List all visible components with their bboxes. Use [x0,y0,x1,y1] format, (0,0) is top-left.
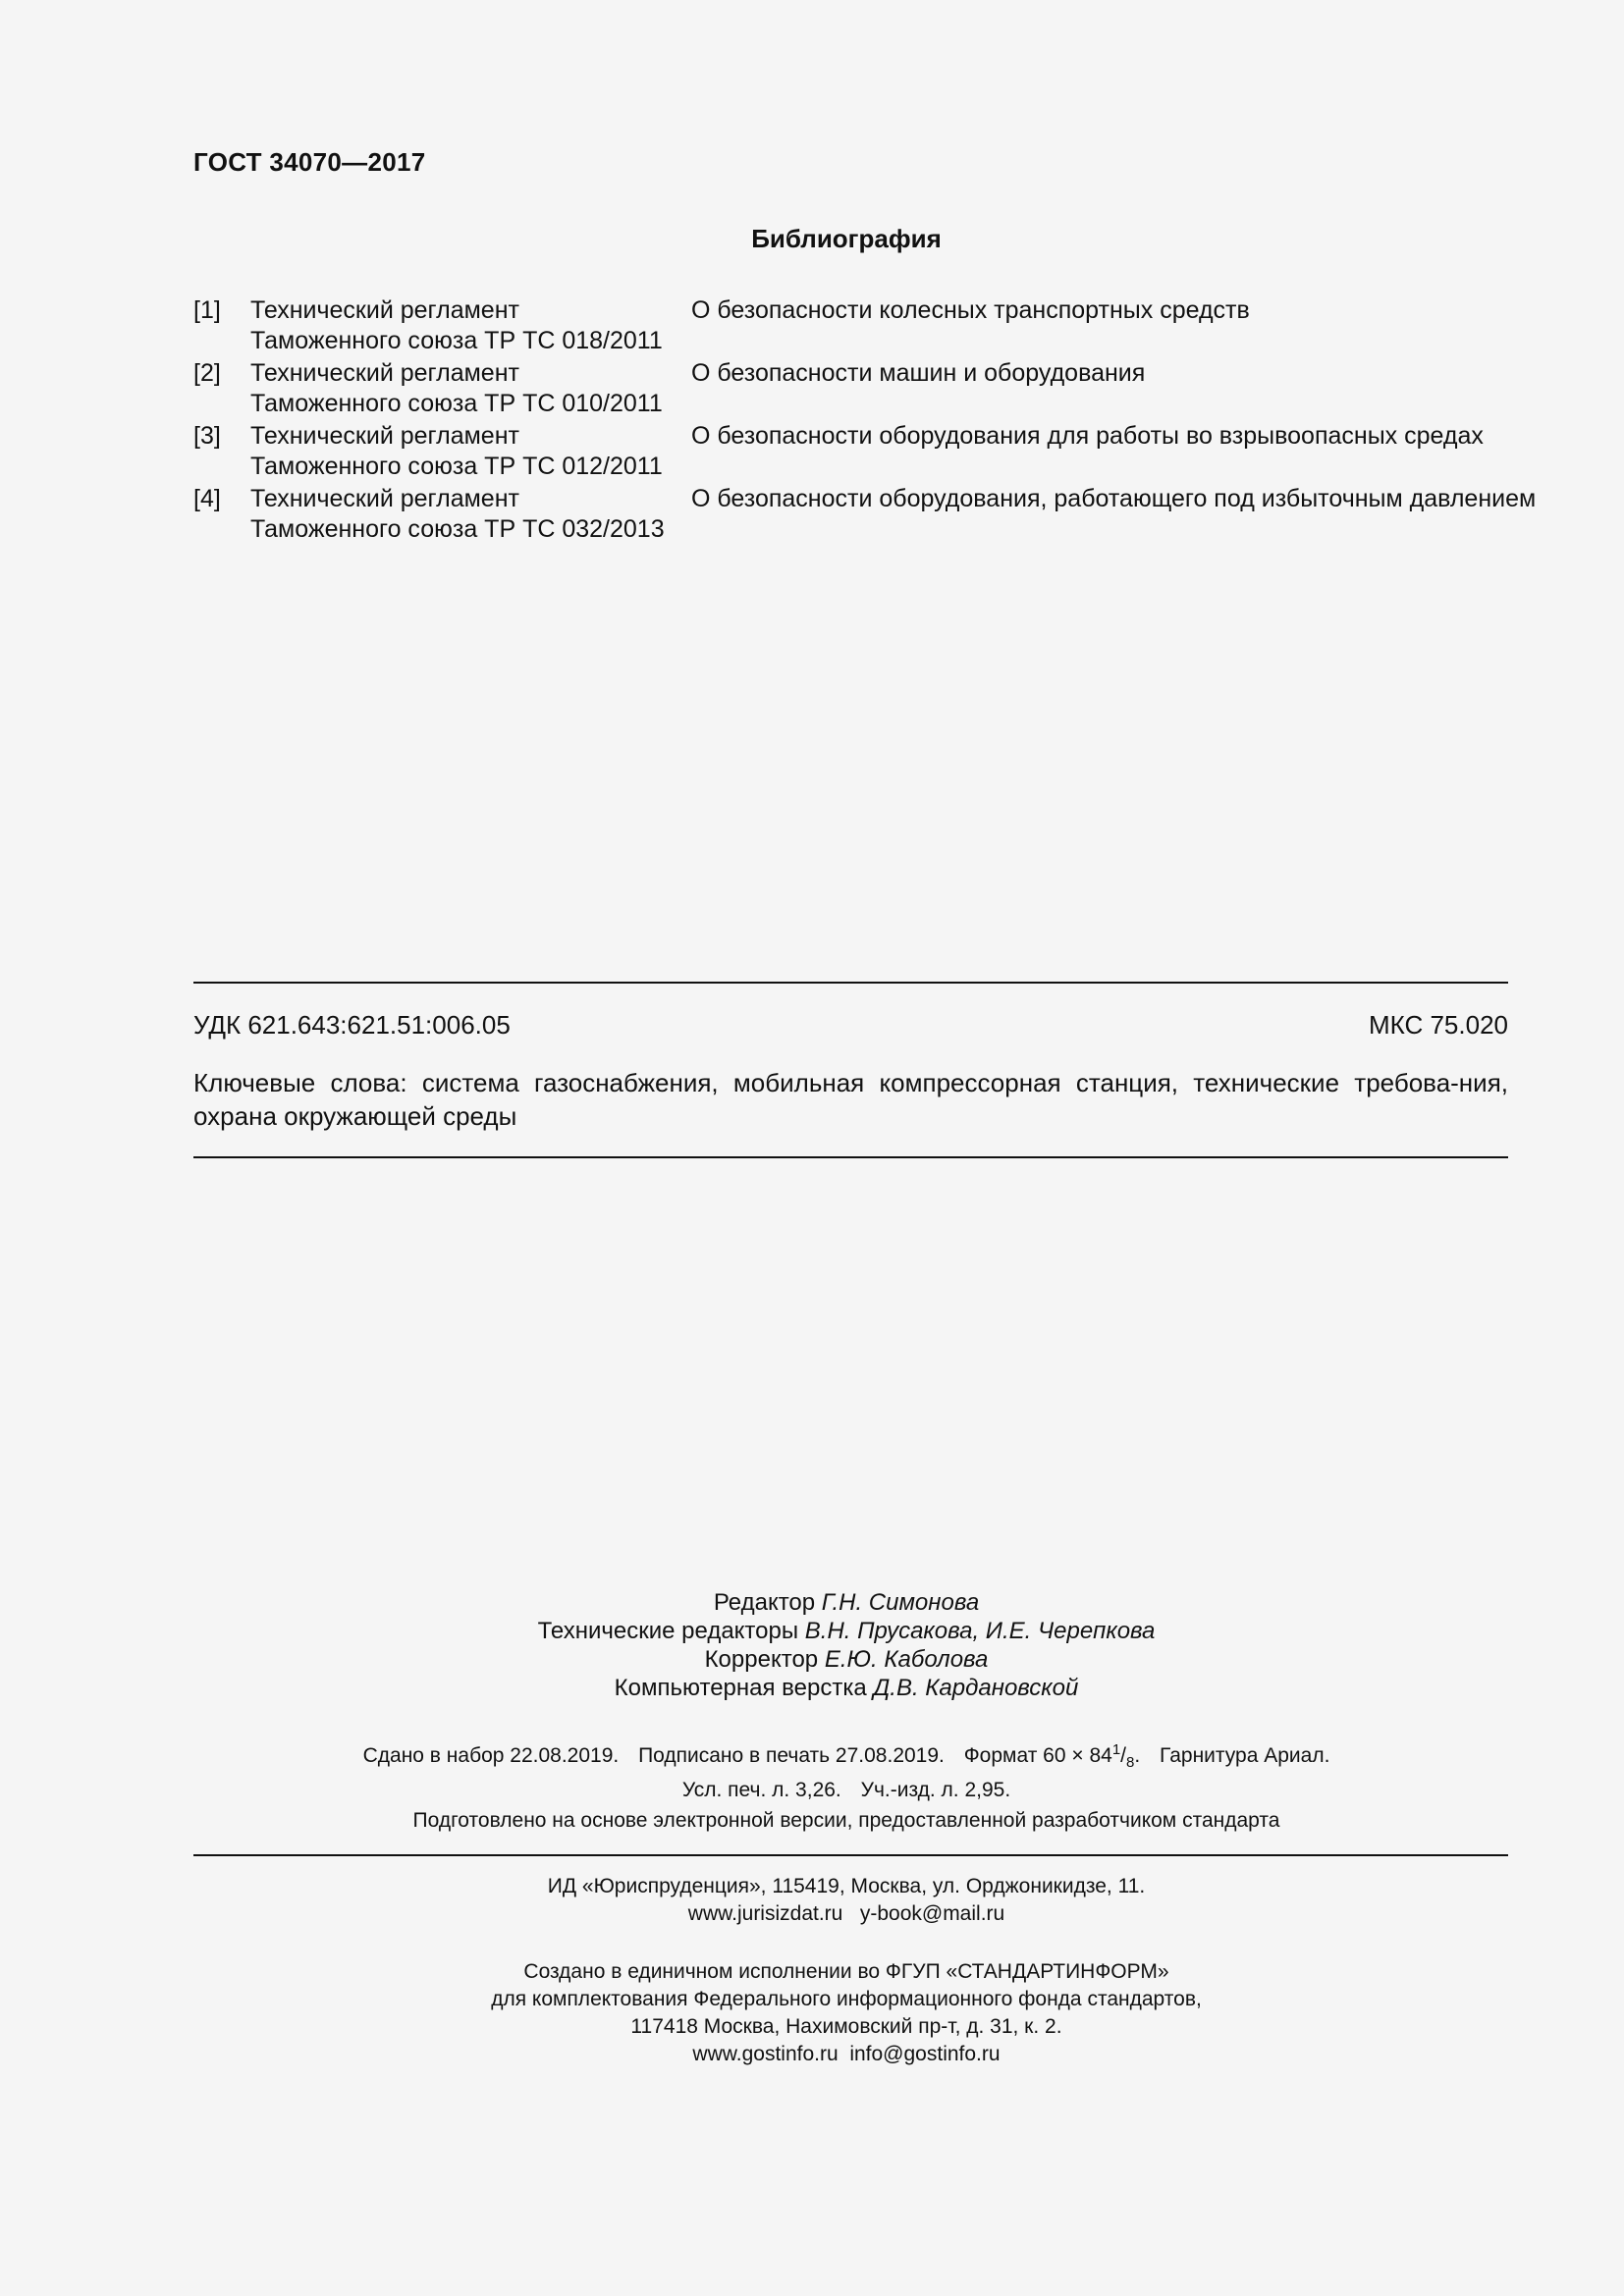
signed-date: Подписано в печать 27.08.2019. [638,1744,945,1767]
entry-document-line: Технический регламент [250,296,519,324]
print-info-line-2 [69,1777,1624,1804]
publishing-sheets: Уч.-изд. л. 2,95. [860,1779,1011,1802]
document-code: ГОСТ 34070—2017 [193,147,426,177]
credit-person: Г.Н. Симонова [821,1589,980,1616]
credit-person: Е.Ю. Каболова [824,1646,989,1673]
entry-number: [1] [193,296,221,324]
entry-document [250,358,682,419]
keywords: Ключевые слова: система газоснабжения, мобильная компрессорная станция, технические требова-ния, охрана окружающей среды [193,1068,1508,1131]
entry-document-line: Таможенного союза ТР ТС 010/2011 [250,390,663,417]
entry-number: [2] [193,359,221,387]
entry-document-line: Таможенного союза ТР ТС 012/2011 [250,453,663,480]
paper-format [963,1741,1141,1772]
entry-document [250,295,682,356]
bibliography-entry [193,484,1537,547]
entry-title: О безопасности оборудования для работы во взрывоопасных средах [691,422,1484,450]
credits-block [0,1588,1624,1702]
entry-document-line: Технический регламент [250,422,519,450]
divider-bottom [193,1854,1508,1856]
typeset-date: Сдано в набор 22.08.2019. [362,1744,620,1767]
publisher-contacts: www.jurisizdat.ru y-book@mail.ru [687,1902,1005,1925]
prepared-note: Подготовлено на основе электронной версии, предоставленной разработчиком стандарта [412,1809,1280,1832]
print-info-line-1 [69,1736,1624,1777]
credit-person: В.Н. Прусакова, И.Е. Черепкова [804,1618,1156,1644]
entry-number: [3] [193,422,221,450]
credit-proofreader [69,1645,1624,1674]
divider-top [193,982,1508,984]
created-contacts: www.gostinfo.ru info@gostinfo.ru [692,2043,1001,2065]
publisher-address: ИД «Юриспруденция», 115419, Москва, ул. Орджоникидзе, 11. [547,1875,1146,1897]
bibliography-list [193,295,1537,547]
mks-code: МКС 75.020 [1368,1010,1508,1040]
entry-document-line: Технический регламент [250,485,519,512]
entry-document-line: Таможенного союза ТР ТС 032/2013 [250,515,665,543]
entry-title: О безопасности машин и оборудования [691,359,1146,387]
created-line: для комплектования Федерального информационного фонда стандартов, [491,1988,1202,2010]
print-info [0,1736,1624,1804]
bibliography-entry [193,421,1509,484]
created-line: Создано в единичном исполнении во ФГУП «СТАНДАРТИНФОРМ» [523,1960,1169,1983]
entry-document [250,484,682,545]
format-prefix: Формат 60 × 84 [963,1744,1112,1767]
bibliography-entry [193,358,1509,421]
credit-label: Корректор [704,1646,819,1673]
entry-number: [4] [193,485,221,512]
credit-label: Редактор [713,1589,816,1616]
typeface: Гарнитура Ариал. [1160,1744,1330,1767]
credit-layout [69,1674,1624,1702]
divider-middle [193,1156,1508,1158]
publisher-block [0,1873,1624,1928]
credit-person: Д.В. Кардановской [873,1675,1079,1701]
conventional-sheets: Усл. печ. л. 3,26. [681,1779,841,1802]
udk-code: УДК 621.643:621.51:006.05 [193,1010,511,1040]
created-block [0,1958,1624,2068]
credit-label: Компьютерная верстка [614,1675,867,1701]
credit-label: Технические редакторы [537,1618,799,1644]
bibliography-entry [193,295,1509,358]
created-line: 117418 Москва, Нахимовский пр-т, д. 31, к. 2. [630,2015,1062,2038]
entry-title: О безопасности оборудования, работающего под избыточным давлением [691,485,1537,512]
entry-title: О безопасности колесных транспортных средств [691,296,1250,324]
credit-tech-editors [69,1617,1624,1645]
bibliography-title: Библиография [751,224,942,253]
format-denominator: 8 [1126,1754,1135,1772]
entry-document-line: Технический регламент [250,359,519,387]
entry-document-line: Таможенного союза ТР ТС 018/2011 [250,327,663,354]
format-suffix: . [1134,1744,1141,1767]
credit-editor [69,1588,1624,1617]
entry-document [250,421,682,482]
format-numerator: 1 [1111,1741,1121,1758]
format-slash: / [1120,1744,1126,1767]
